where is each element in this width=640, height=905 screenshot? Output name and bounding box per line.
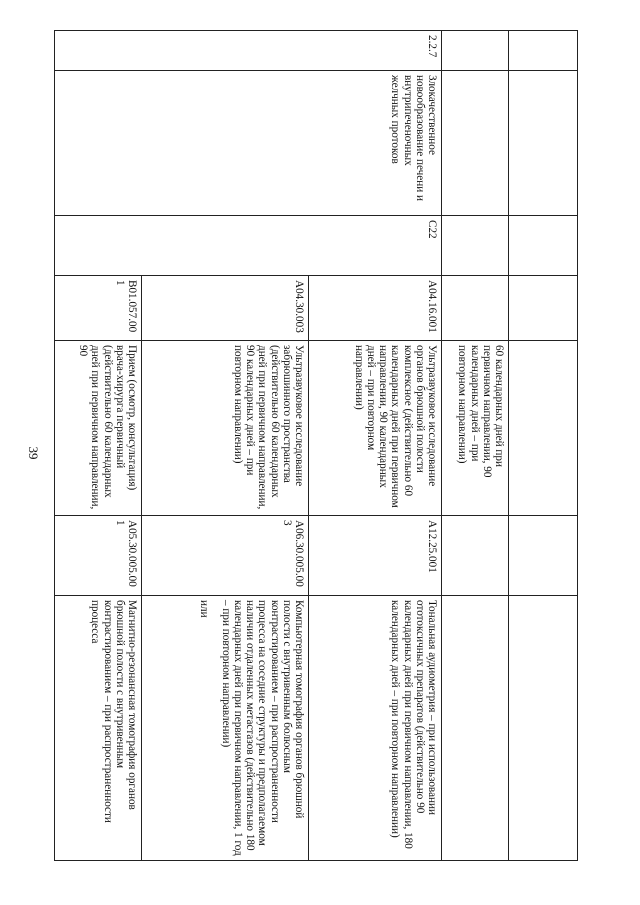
icd-code: C22 <box>55 216 442 276</box>
header-cell-number <box>509 31 578 71</box>
medical-services-table <box>54 30 578 861</box>
header-cell-extra-desc <box>509 596 578 861</box>
service-description: Ультразвуковое исследование забрюшинного пространства (действительно 60 календарных дней при первичном направлении, 90 календарных дней – при повторном направлении) <box>142 341 309 516</box>
table-header-row <box>509 31 578 861</box>
header-cell-icd <box>509 216 578 276</box>
row-number: 2.2.7 <box>55 31 442 71</box>
rotated-table-container <box>68 30 578 860</box>
service-code: A04.30.003 <box>142 276 309 341</box>
or-label: или <box>197 600 210 618</box>
header-cell-service-code <box>509 276 578 341</box>
service-code: A04.16.001 <box>309 276 442 341</box>
header-cell-extra-code <box>509 516 578 596</box>
extra-service-cell <box>142 596 309 861</box>
extra-service-description: Компьютерная томография органов брюшной полости с внутривенным болюсным контрастированием – при распространенности процесса на соседние структуры и предполагаемом наличии отдаленных метастазов (действительно 180 календарных дней при первичном направлении, 1 год – при повторном направлении) <box>219 600 305 856</box>
service-description: 60 календарных дней при первичном направлении, 90 календарных дней – при повторном направлении) <box>442 341 509 516</box>
extra-service-description: Магнитно-резонансная томография органов брюшной полости с внутривенным контрастированием – при распространенности процесса <box>55 596 142 861</box>
service-description: Ультразвуковое исследование органов брюшной полости комплексное (действительно 60 календарных дней при первичном направлении, 90 календарных дней – при повторном направлении) <box>309 341 442 516</box>
header-cell-condition <box>509 71 578 216</box>
extra-service-code: A05.30.005.001 <box>55 516 142 596</box>
service-description: Прием (осмотр, консультация) врача-хирурга первичный (действительно 60 календарных дней при первичном направлении, 90 <box>55 341 142 516</box>
service-code: B01.057.001 <box>55 276 142 341</box>
table-row <box>309 31 442 861</box>
table-row-continuation <box>442 31 509 861</box>
extra-service-code: A12.25.001 <box>309 516 442 596</box>
extra-service-code: A06.30.005.003 <box>142 516 309 596</box>
condition-name: Злокачественное новообразование печени и внутрипеченочных желчных протоков <box>55 71 442 216</box>
page-number: 39 <box>26 446 41 460</box>
extra-service-description: Тональная аудиометрия – при использовании ототоксичных препаратов (действительно 90 календарных дней при первичном направлении, 180 календарных дней – при повторном направлении) <box>309 596 442 861</box>
rotated-page-content <box>68 30 578 860</box>
header-cell-service-desc <box>509 341 578 516</box>
